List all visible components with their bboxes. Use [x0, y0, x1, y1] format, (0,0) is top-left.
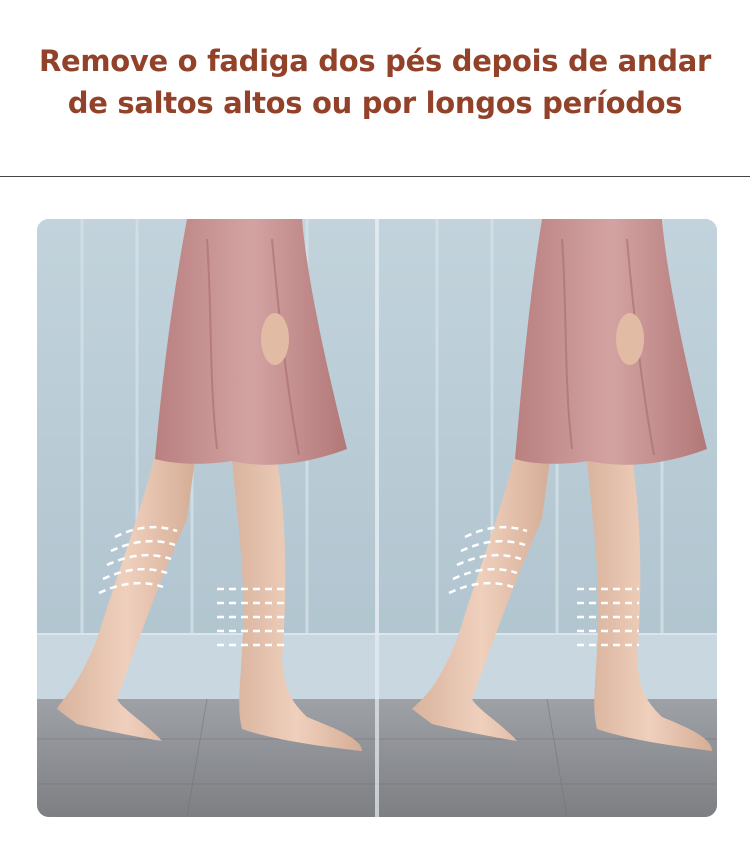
- hand-left: [261, 313, 289, 365]
- divider: [0, 176, 750, 177]
- headline: [0, 40, 750, 124]
- headline-line-1: Remove o fadiga dos pés depois de andar: [38, 44, 712, 78]
- headline-line-2: de saltos altos ou por longos períodos: [67, 86, 683, 120]
- photo-illustration: [37, 219, 717, 817]
- hand-right: [616, 313, 644, 365]
- panel-separator: [375, 219, 379, 817]
- product-photo: [37, 219, 717, 817]
